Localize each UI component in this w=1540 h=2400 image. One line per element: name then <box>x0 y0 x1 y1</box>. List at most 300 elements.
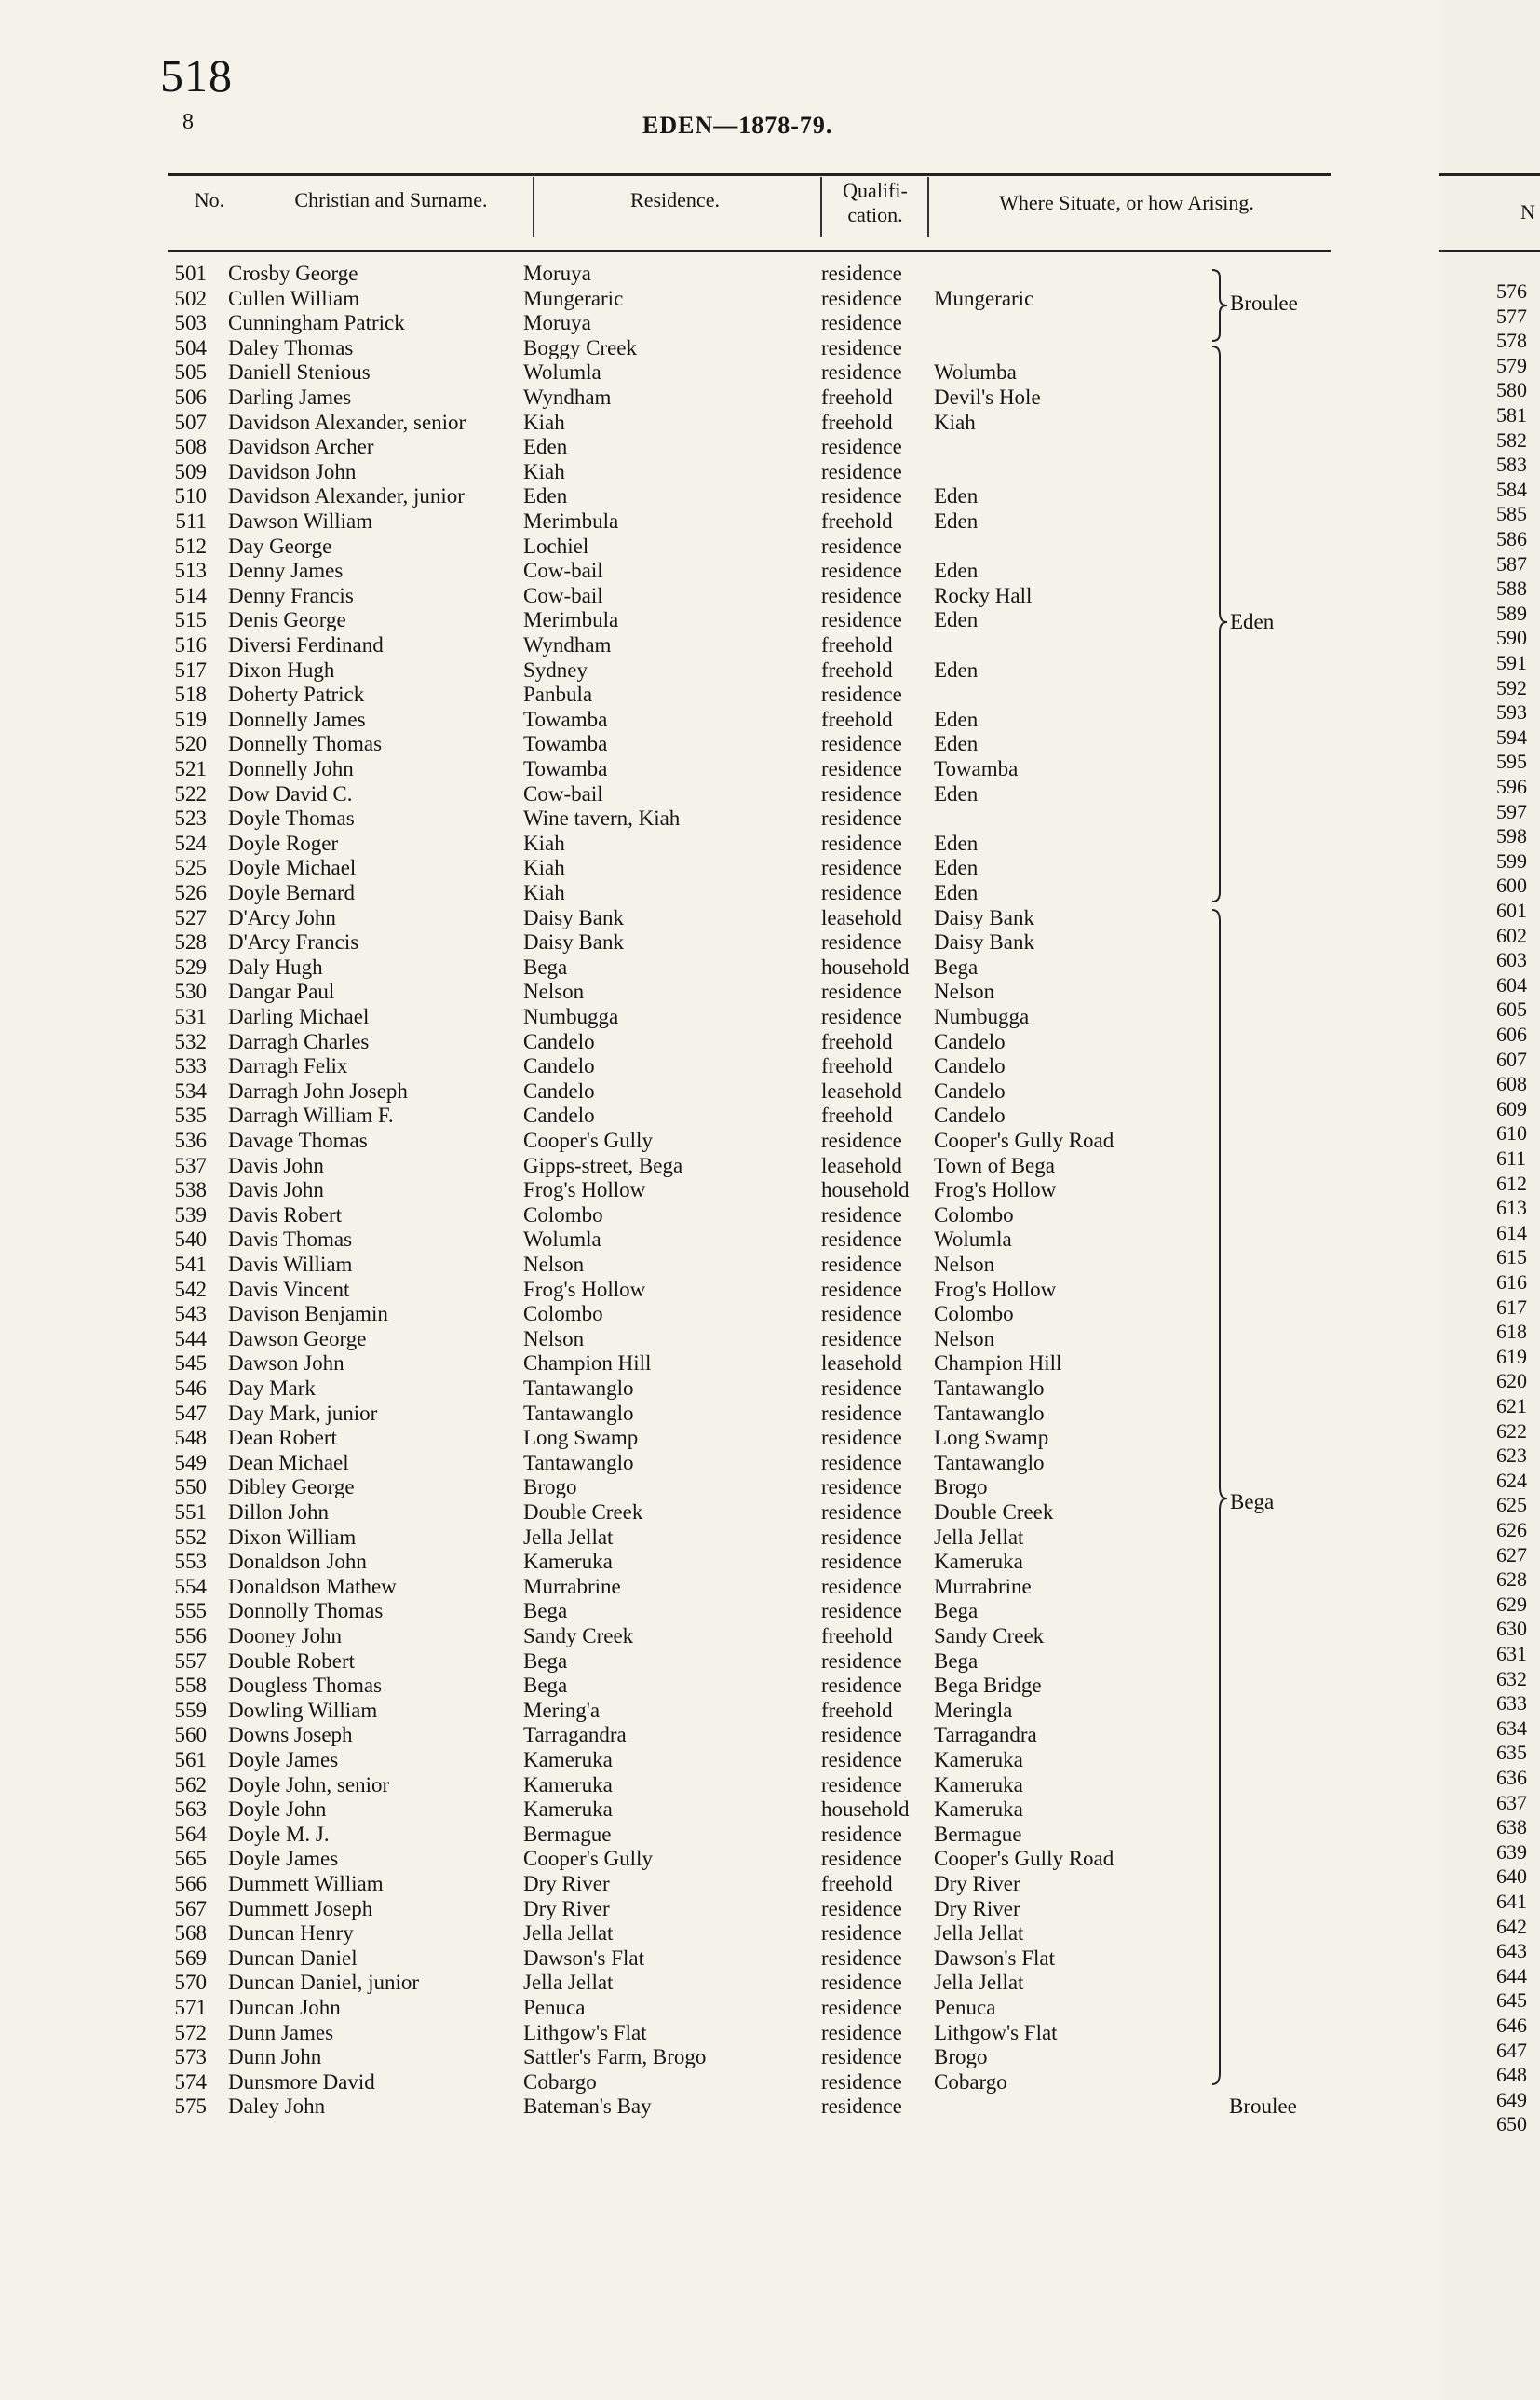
row-residence: Wine tavern, Kiah <box>523 807 681 831</box>
bracket-eden <box>1210 345 1229 903</box>
row-where: Eden <box>934 707 979 731</box>
header-residence: Residence. <box>630 188 720 211</box>
bracket-label-bega: Bega <box>1230 1490 1275 1513</box>
row-where: Eden <box>934 732 979 756</box>
row-number: 566 <box>174 1872 207 1895</box>
facing-header-top-rule <box>1439 173 1540 176</box>
row-number: 568 <box>174 1921 207 1946</box>
row-qualification: residence <box>821 2020 902 2044</box>
facing-row-number: 623 <box>1496 1444 1527 1468</box>
facing-row-number: 645 <box>1496 1988 1527 2013</box>
facing-row-number: 592 <box>1496 675 1527 699</box>
row-name: Dow David C. <box>228 781 353 806</box>
row-name: Dougless Thomas <box>228 1674 383 1698</box>
row-qualification: residence <box>821 1401 902 1425</box>
row-residence: Lithgow's Flat <box>523 2020 647 2044</box>
row-name: Davidson Alexander, junior <box>228 484 465 508</box>
row-name: Denis George <box>228 608 346 632</box>
row-name: Darling James <box>228 386 352 409</box>
row-where: Cobargo <box>934 2069 1007 2094</box>
row-name: Dawson John <box>228 1351 344 1376</box>
row-residence: Kiah <box>523 410 565 434</box>
facing-row-number: 635 <box>1496 1741 1527 1765</box>
row-number: 530 <box>174 980 207 1004</box>
row-number: 574 <box>174 2069 207 2094</box>
row-name: Darragh Felix <box>228 1054 348 1078</box>
facing-row-number: 620 <box>1496 1369 1527 1393</box>
facing-row-number: 650 <box>1496 2112 1527 2136</box>
row-qualification: residence <box>821 1525 902 1549</box>
row-number: 501 <box>174 262 207 285</box>
row-where: Colombo <box>934 1202 1014 1227</box>
row-number: 538 <box>174 1178 207 1202</box>
facing-row-number: 617 <box>1496 1295 1527 1319</box>
row-residence: Dry River <box>523 1872 610 1895</box>
bracket-label-broulee-top: Broulee <box>1230 292 1298 315</box>
row-name: Denny James <box>228 559 344 583</box>
row-name: Day Mark, junior <box>228 1401 378 1425</box>
row-residence: Bega <box>523 955 568 979</box>
header-divider-3 <box>927 177 929 237</box>
row-residence: Kiah <box>523 831 565 855</box>
row-qualification: residence <box>821 1822 902 1846</box>
row-number: 575 <box>174 2095 207 2119</box>
row-qualification: freehold <box>821 1054 893 1078</box>
row-name: Dooney John <box>228 1624 343 1647</box>
row-residence: Frog's Hollow <box>523 1178 646 1202</box>
row-where: Eden <box>934 658 979 682</box>
row-where: Jella Jellat <box>934 1921 1024 1946</box>
row-number: 544 <box>174 1326 207 1350</box>
header-qualification-line-1: Qualifi- <box>843 179 908 202</box>
row-where: Frog's Hollow <box>934 1277 1057 1301</box>
row-name: Duncan Henry <box>228 1921 354 1946</box>
row-where: Dawson's Flat <box>934 1946 1056 1970</box>
row-name: Dummett William <box>228 1872 384 1895</box>
header-top-rule <box>168 173 1331 176</box>
facing-row-number: 598 <box>1496 824 1527 848</box>
row-residence: Bermague <box>523 1822 612 1846</box>
row-qualification: residence <box>821 262 902 285</box>
row-residence: Moruya <box>523 262 591 285</box>
row-number: 549 <box>174 1450 207 1474</box>
facing-row-number: 608 <box>1496 1072 1527 1096</box>
row-where: Eden <box>934 856 979 880</box>
row-number: 525 <box>174 856 207 880</box>
row-name: Darling Michael <box>228 1005 370 1028</box>
facing-row-number: 643 <box>1496 1939 1527 1963</box>
row-name: Davis Vincent <box>228 1277 350 1301</box>
row-where: Candelo <box>934 1054 1006 1078</box>
row-where: Devil's Hole <box>934 386 1041 409</box>
row-number: 567 <box>174 1896 207 1920</box>
row-residence: Long Swamp <box>523 1426 639 1450</box>
row-qualification: residence <box>821 2045 902 2069</box>
row-qualification: residence <box>821 559 902 583</box>
row-residence: Merimbula <box>523 608 619 632</box>
row-qualification: residence <box>821 1253 902 1276</box>
row-residence: Double Creek <box>523 1500 643 1524</box>
row-where: Tarragandra <box>934 1723 1037 1747</box>
row-where: Lithgow's Flat <box>934 2020 1058 2044</box>
row-qualification: household <box>821 955 910 979</box>
row-number: 534 <box>174 1078 207 1103</box>
facing-row-number: 603 <box>1496 948 1527 972</box>
row-residence: Nelson <box>523 980 585 1004</box>
row-residence: Mering'a <box>523 1698 601 1722</box>
row-name: Dean Michael <box>228 1450 349 1474</box>
row-residence: Cow-bail <box>523 781 603 806</box>
row-where: Jella Jellat <box>934 1971 1024 1995</box>
row-where: Kameruka <box>934 1797 1023 1822</box>
row-qualification: residence <box>821 1748 902 1771</box>
row-number: 512 <box>174 534 207 558</box>
facing-row-number: 606 <box>1496 1023 1527 1046</box>
row-name: Darragh Charles <box>228 1029 370 1053</box>
row-number: 563 <box>174 1797 207 1822</box>
row-qualification: residence <box>821 1450 902 1474</box>
facing-row-number: 599 <box>1496 848 1527 873</box>
facing-row-number: 579 <box>1496 353 1527 377</box>
row-number: 562 <box>174 1772 207 1797</box>
row-where: Colombo <box>934 1302 1014 1326</box>
facing-row-number: 595 <box>1496 750 1527 774</box>
row-name: Davis Robert <box>228 1202 343 1227</box>
row-where: Bega <box>934 1599 979 1623</box>
facing-row-number: 618 <box>1496 1320 1527 1344</box>
row-name: Darragh John Joseph <box>228 1078 408 1103</box>
row-number: 506 <box>174 386 207 409</box>
page-number: 518 <box>160 49 233 102</box>
row-number: 552 <box>174 1525 207 1549</box>
row-where: Champion Hill <box>934 1351 1062 1376</box>
row-qualification: household <box>821 1797 910 1822</box>
row-number: 550 <box>174 1475 207 1499</box>
facing-row-number: 583 <box>1496 453 1527 477</box>
row-name: Dixon Hugh <box>228 658 335 682</box>
row-number: 571 <box>174 1996 207 2019</box>
row-name: Davis William <box>228 1253 353 1276</box>
row-where: Meringla <box>934 1698 1013 1722</box>
row-where: Daisy Bank <box>934 905 1034 929</box>
row-name: Doyle Thomas <box>228 807 355 831</box>
row-number: 528 <box>174 930 207 955</box>
row-qualification: residence <box>821 781 902 806</box>
row-where: Nelson <box>934 1253 995 1276</box>
row-where: Towamba <box>934 757 1019 780</box>
row-where: Eden <box>934 509 979 533</box>
row-residence: Eden <box>523 484 568 508</box>
row-number: 553 <box>174 1550 207 1574</box>
facing-row-number: 641 <box>1496 1890 1527 1913</box>
row-number: 559 <box>174 1698 207 1722</box>
row-number: 509 <box>174 459 207 483</box>
header-qualification-line-2: cation. <box>847 203 903 226</box>
row-where: Candelo <box>934 1104 1006 1128</box>
row-residence: Sandy Creek <box>523 1624 634 1647</box>
row-where: Nelson <box>934 980 995 1004</box>
row-where: Bermague <box>934 1822 1022 1846</box>
row-residence: Mungeraric <box>523 286 624 310</box>
row-number: 557 <box>174 1648 207 1673</box>
row-qualification: residence <box>821 1971 902 1995</box>
facing-row-number: 596 <box>1496 775 1527 798</box>
row-qualification: freehold <box>821 658 893 682</box>
row-name: D'Arcy Francis <box>228 930 359 955</box>
row-number: 570 <box>174 1971 207 1995</box>
row-number: 516 <box>174 633 207 657</box>
row-qualification: freehold <box>821 1029 893 1053</box>
row-name: Dean Robert <box>228 1426 337 1450</box>
facing-row-number: 605 <box>1496 997 1527 1022</box>
row-name: Dunn John <box>228 2045 322 2069</box>
row-residence: Colombo <box>523 1302 603 1326</box>
row-name: Crosby George <box>228 262 358 285</box>
row-qualification: freehold <box>821 707 893 731</box>
row-residence: Tantawanglo <box>523 1401 634 1425</box>
facing-row-number: 578 <box>1496 329 1527 353</box>
row-qualification: residence <box>821 1129 902 1152</box>
row-name: Darragh William F. <box>228 1104 394 1128</box>
row-number: 536 <box>174 1129 207 1152</box>
row-qualification: residence <box>821 360 902 385</box>
row-residence: Tarragandra <box>523 1723 627 1747</box>
row-residence: Kameruka <box>523 1797 613 1822</box>
row-number: 561 <box>174 1748 207 1771</box>
row-name: Dillon John <box>228 1500 329 1524</box>
facing-row-number: 591 <box>1496 651 1527 674</box>
row-residence: Cooper's Gully <box>523 1847 653 1871</box>
row-qualification: freehold <box>821 410 893 434</box>
row-where: Numbugga <box>934 1005 1030 1028</box>
facing-row-number: 614 <box>1496 1220 1527 1244</box>
row-residence: Tantawanglo <box>523 1376 634 1400</box>
facing-header-no: N <box>1520 200 1535 224</box>
row-residence: Boggy Creek <box>523 335 638 359</box>
row-qualification: freehold <box>821 1698 893 1722</box>
row-where: Penuca <box>934 1996 996 2019</box>
row-qualification: residence <box>821 583 902 607</box>
facing-row-number: 624 <box>1496 1468 1527 1492</box>
row-where: Kameruka <box>934 1772 1023 1797</box>
row-number: 524 <box>174 831 207 855</box>
row-name: Donnelly John <box>228 757 354 780</box>
facing-row-number: 634 <box>1496 1715 1527 1740</box>
row-where: Eden <box>934 781 979 806</box>
row-qualification: residence <box>821 980 902 1004</box>
row-qualification: freehold <box>821 1872 893 1895</box>
row-qualification: residence <box>821 608 902 632</box>
row-name: Duncan Daniel <box>228 1946 358 1970</box>
row-name: Doyle Michael <box>228 856 357 880</box>
row-qualification: residence <box>821 1550 902 1574</box>
facing-row-number: 590 <box>1496 626 1527 650</box>
row-where: Double Creek <box>934 1500 1054 1524</box>
row-name: Dunn James <box>228 2020 334 2044</box>
row-residence: Dawson's Flat <box>523 1946 645 1970</box>
row-name: Dixon William <box>228 1525 357 1549</box>
row-where: Kameruka <box>934 1550 1023 1574</box>
row-number: 523 <box>174 807 207 831</box>
row-residence: Candelo <box>523 1054 595 1078</box>
facing-row-number: 616 <box>1496 1270 1527 1294</box>
row-residence: Murrabrine <box>523 1574 621 1598</box>
row-where: Nelson <box>934 1326 995 1350</box>
row-where: Kiah <box>934 410 976 434</box>
facing-row-number: 619 <box>1496 1344 1527 1368</box>
facing-row-number: 636 <box>1496 1766 1527 1789</box>
facing-row-number: 584 <box>1496 477 1527 501</box>
facing-row-number: 594 <box>1496 725 1527 749</box>
facing-row-number: 600 <box>1496 874 1527 898</box>
row-number: 513 <box>174 559 207 583</box>
row-number: 542 <box>174 1277 207 1301</box>
row-where: Candelo <box>934 1029 1006 1053</box>
facing-row-number: 649 <box>1496 2087 1527 2111</box>
facing-row-number: 593 <box>1496 700 1527 725</box>
row-where: Eden <box>934 881 979 904</box>
row-residence: Penuca <box>523 1996 586 2019</box>
row-where: Town of Bega <box>934 1153 1055 1177</box>
row-qualification: residence <box>821 683 902 707</box>
row-name: Donaldson Mathew <box>228 1574 397 1598</box>
facing-row-number: 577 <box>1496 304 1527 328</box>
row-qualification: residence <box>821 1302 902 1326</box>
row-number: 560 <box>174 1723 207 1747</box>
row-number: 564 <box>174 1822 207 1846</box>
row-residence: Kameruka <box>523 1772 613 1797</box>
row-name: Donnelly Thomas <box>228 732 383 756</box>
row-residence: Cobargo <box>523 2069 597 2094</box>
row-residence: Bega <box>523 1599 568 1623</box>
row-where: Kameruka <box>934 1748 1023 1771</box>
facing-row-number: 625 <box>1496 1493 1527 1517</box>
facing-row-number: 597 <box>1496 799 1527 823</box>
row-number: 545 <box>174 1351 207 1376</box>
facing-row-number: 628 <box>1496 1567 1527 1592</box>
bracket-label-eden: Eden <box>1230 610 1275 633</box>
row-residence: Eden <box>523 435 568 459</box>
row-qualification: residence <box>821 1772 902 1797</box>
facing-row-number: 585 <box>1496 502 1527 526</box>
row-residence: Daisy Bank <box>523 905 624 929</box>
row-qualification: residence <box>821 831 902 855</box>
row-qualification: residence <box>821 1500 902 1524</box>
row-residence: Sattler's Farm, Brogo <box>523 2045 707 2069</box>
row-number: 517 <box>174 658 207 682</box>
row-qualification: residence <box>821 1921 902 1946</box>
row-qualification: residence <box>821 732 902 756</box>
bracket-label-broulee-bottom: Broulee <box>1229 2095 1297 2118</box>
row-name: Day Mark <box>228 1376 316 1400</box>
row-number: 518 <box>174 683 207 707</box>
facing-row-number: 646 <box>1496 2014 1527 2037</box>
row-number: 551 <box>174 1500 207 1524</box>
header-name: Christian and Surname. <box>294 188 488 211</box>
row-where: Dry River <box>934 1872 1020 1895</box>
row-number: 521 <box>174 757 207 780</box>
row-where: Long Swamp <box>934 1426 1049 1450</box>
header-divider-1 <box>533 177 534 237</box>
row-residence: Bateman's Bay <box>523 2095 652 2119</box>
row-qualification: residence <box>821 335 902 359</box>
facing-row-number: 612 <box>1496 1171 1527 1195</box>
facing-row-number: 642 <box>1496 1914 1527 1938</box>
row-qualification: residence <box>821 1946 902 1970</box>
row-number: 547 <box>174 1401 207 1425</box>
row-where: Bega Bridge <box>934 1674 1042 1698</box>
row-residence: Candelo <box>523 1029 595 1053</box>
row-where: Sandy Creek <box>934 1624 1045 1647</box>
row-residence: Cooper's Gully <box>523 1129 653 1152</box>
row-residence: Jella Jellat <box>523 1921 614 1946</box>
row-residence: Candelo <box>523 1104 595 1128</box>
facing-row-number: 582 <box>1496 427 1527 452</box>
row-name: Davis Thomas <box>228 1227 353 1252</box>
facing-row-number: 609 <box>1496 1096 1527 1120</box>
row-qualification: residence <box>821 930 902 955</box>
row-where: Rocky Hall <box>934 583 1033 607</box>
row-number: 527 <box>174 905 207 929</box>
row-number: 520 <box>174 732 207 756</box>
row-residence: Towamba <box>523 707 608 731</box>
row-qualification: residence <box>821 881 902 904</box>
row-name: Davidson Alexander, senior <box>228 410 466 434</box>
row-number: 507 <box>174 410 207 434</box>
row-residence: Kiah <box>523 881 565 904</box>
row-residence: Wyndham <box>523 386 612 409</box>
row-name: Duncan John <box>228 1996 341 2019</box>
row-name: Dawson William <box>228 509 373 533</box>
row-where: Cooper's Gully Road <box>934 1129 1114 1152</box>
row-number: 554 <box>174 1574 207 1598</box>
row-qualification: residence <box>821 311 902 335</box>
row-where: Murrabrine <box>934 1574 1032 1598</box>
header-bottom-rule <box>168 250 1331 252</box>
row-where: Wolumba <box>934 360 1017 385</box>
row-name: Dibley George <box>228 1475 355 1499</box>
row-qualification: residence <box>821 807 902 831</box>
row-where: Mungeraric <box>934 286 1034 310</box>
row-qualification: residence <box>821 1202 902 1227</box>
header-qualification <box>824 179 926 227</box>
row-name: Dunsmore David <box>228 2069 375 2094</box>
row-name: Daniell Stenious <box>228 360 371 385</box>
page-sub-number: 8 <box>182 110 194 134</box>
row-residence: Frog's Hollow <box>523 1277 646 1301</box>
row-where: Cooper's Gully Road <box>934 1847 1114 1871</box>
row-number: 572 <box>174 2020 207 2044</box>
row-qualification: freehold <box>821 386 893 409</box>
row-where: Frog's Hollow <box>934 1178 1057 1202</box>
row-name: Doyle John <box>228 1797 327 1822</box>
row-name: Denny Francis <box>228 583 354 607</box>
row-qualification: household <box>821 1178 910 1202</box>
row-residence: Kiah <box>523 459 565 483</box>
table-row <box>0 2094 1439 2119</box>
row-qualification: residence <box>821 1326 902 1350</box>
row-name: Day George <box>228 534 332 558</box>
row-qualification: residence <box>821 1674 902 1698</box>
row-qualification: residence <box>821 1847 902 1871</box>
row-number: 565 <box>174 1847 207 1871</box>
row-qualification: residence <box>821 856 902 880</box>
row-name: Davage Thomas <box>228 1129 368 1152</box>
row-number: 519 <box>174 707 207 731</box>
row-number: 546 <box>174 1376 207 1400</box>
row-residence: Tantawanglo <box>523 1450 634 1474</box>
row-where: Eden <box>934 831 979 855</box>
